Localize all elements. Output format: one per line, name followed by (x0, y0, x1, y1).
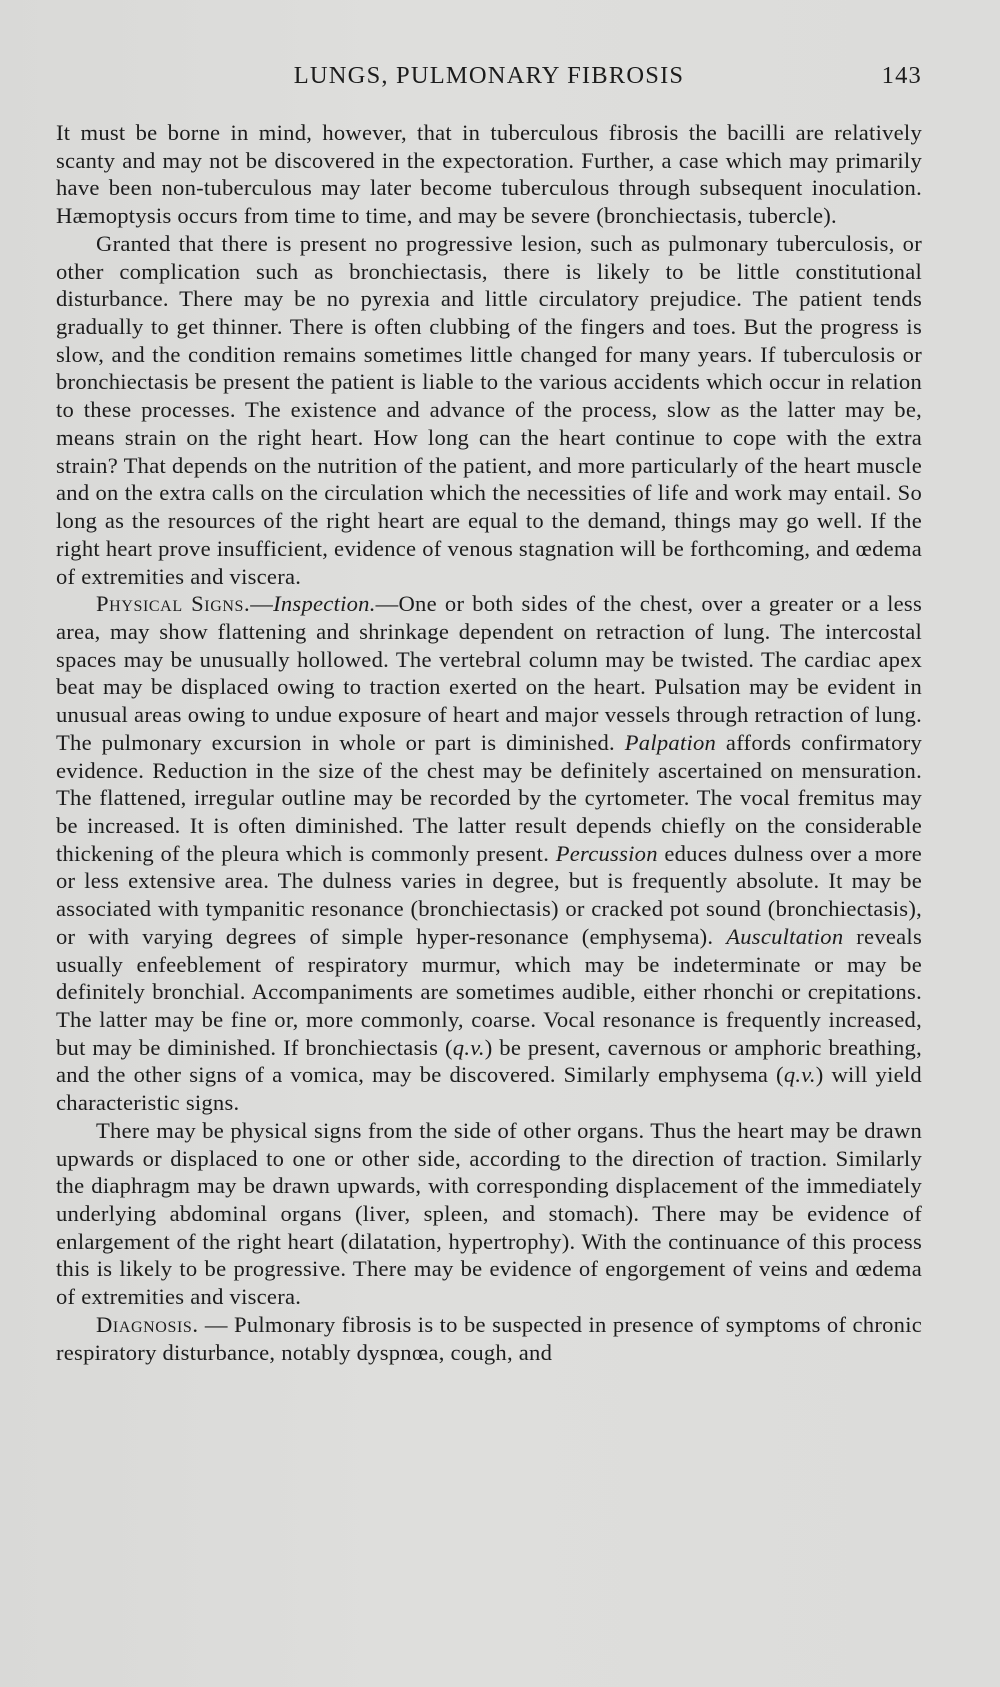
quod-vide-1: q.v. (452, 1034, 485, 1060)
percussion-text: educes dulness over a more or less extensive area. The dulness varies in degree, but is frequently absolute. It may be associated with tympanitic resonance (bronchiectasis) or cracked pot sound (bronchiectasis), or with varying degrees of simple hyper-resonance (emphysema). (56, 840, 922, 949)
running-title: LUNGS, PULMONARY FIBROSIS (293, 62, 685, 89)
diagnosis-text: Pulmonary fibrosis is to be suspected in presence of symptoms of chronic respiratory disturbance, notably dyspnœa, cough, and (56, 1311, 923, 1365)
diagnosis-dash: — (198, 1311, 235, 1337)
paragraph-diagnosis (56, 1311, 922, 1366)
inspection-dash: — (375, 591, 399, 617)
body-text (56, 119, 922, 1366)
percussion-label: Percussion (555, 840, 658, 866)
auscultation-text-3: ) will yield characteristic signs. (56, 1062, 922, 1116)
physical-signs-heading: Physical Signs. (96, 591, 251, 617)
running-head (56, 62, 922, 94)
paragraph-other-organs: There may be physical signs from the side of other organs. Thus the heart may be drawn upwards or displaced to one or other side, according to the direction of traction. Similarly the diaphragm may be drawn upwards, with corresponding displacement of the immediately underlying abdominal organs (liver, spleen, and stomach). There may be evidence of enlargement of the right heart (dilatation, hypertrophy). With the continuance of this process this is likely to be progressive. There may be evidence of engorgement of veins and œdema of extremities and viscera. (56, 1117, 922, 1310)
quod-vide-2: q.v. (783, 1062, 816, 1088)
auscultation-text-1: reveals usually enfeeblement of respiratory murmur, which may be indeterminate or may be definitely bronchial. Accompaniments are sometimes audible, either rhonchi or crepitations. The latter may be fine or, more commonly, coarse. Vocal resonance is frequently increased, but may be diminished. If bronchiectasis ( (56, 923, 922, 1060)
paragraph-tuberculous-fibrosis: It must be borne in mind, however, that in tuberculous fibrosis the bacilli are relatively scanty and may not be discovered in the expectoration. Further, a case which may primarily have been non-tuberculous may later become tuberculous through subsequent inoculation. Hæmoptysis occurs from time to time, and may be severe (bronchiectasis, tubercle). (56, 120, 922, 229)
paragraph-progressive-lesion: Granted that there is present no progressive lesion, such as pulmonary tuberculosis, or other complication such as bronchiectasis, there is likely to be little constitutional disturbance. There may be no pyrexia and little circulatory prejudice. The patient tends gradually to get thinner. There is often clubbing of the fingers and toes. But the progress is slow, and the condition remains sometimes little changed for many years. If tuberculosis or bronchiectasis be present the patient is liable to the various accidents which occur in relation to these processes. The existence and advance of the process, slow as the latter may be, means strain on the right heart. How long can the heart continue to cope with the extra strain? That depends on the nutrition of the patient, and more particularly of the heart muscle and on the extra calls on the circulation which the necessities of life and work may entail. So long as the resources of the right heart are equal to the demand, things may go well. If the right heart prove insufficient, evidence of venous stagnation will be forthcoming, and œdema of extremities and viscera. (56, 230, 922, 589)
inspection-text: One or both sides of the chest, over a greater or a less area, may show flattening and shrinkage dependent on retraction of lung. The intercostal spaces may be unusually hollowed. The vertebral column may be twisted. The cardiac apex beat may be displaced owing to traction exerted on the heart. Pulsation may be evident in unusual areas owing to undue exposure of heart and major vessels through retraction of lung. The pulmonary excursion in whole or part is diminished. (56, 591, 922, 755)
inspection-label: Inspection. (273, 591, 376, 617)
page-number: 143 (881, 62, 922, 89)
diagnosis-heading: Diagnosis. (96, 1311, 199, 1337)
physical-signs-dash: — (250, 591, 274, 617)
auscultation-text-2: ) be present, cavernous or amphoric breathing, and the other signs of a vomica, may be discovered. Similarly emphysema ( (56, 1034, 922, 1088)
paragraph-physical-signs (56, 590, 922, 1117)
palpation-label: Palpation (624, 729, 717, 755)
auscultation-label: Auscultation (726, 923, 844, 949)
palpation-text: affords confirmatory evidence. Reduction in the size of the chest may be definitely ascertained on mensuration. The flattened, irregular outline may be recorded by the cyrtometer. The vocal fremitus may be increased. It is often diminished. The latter result depends chiefly on the considerable thickening of the pleura which is commonly present. (56, 729, 922, 866)
